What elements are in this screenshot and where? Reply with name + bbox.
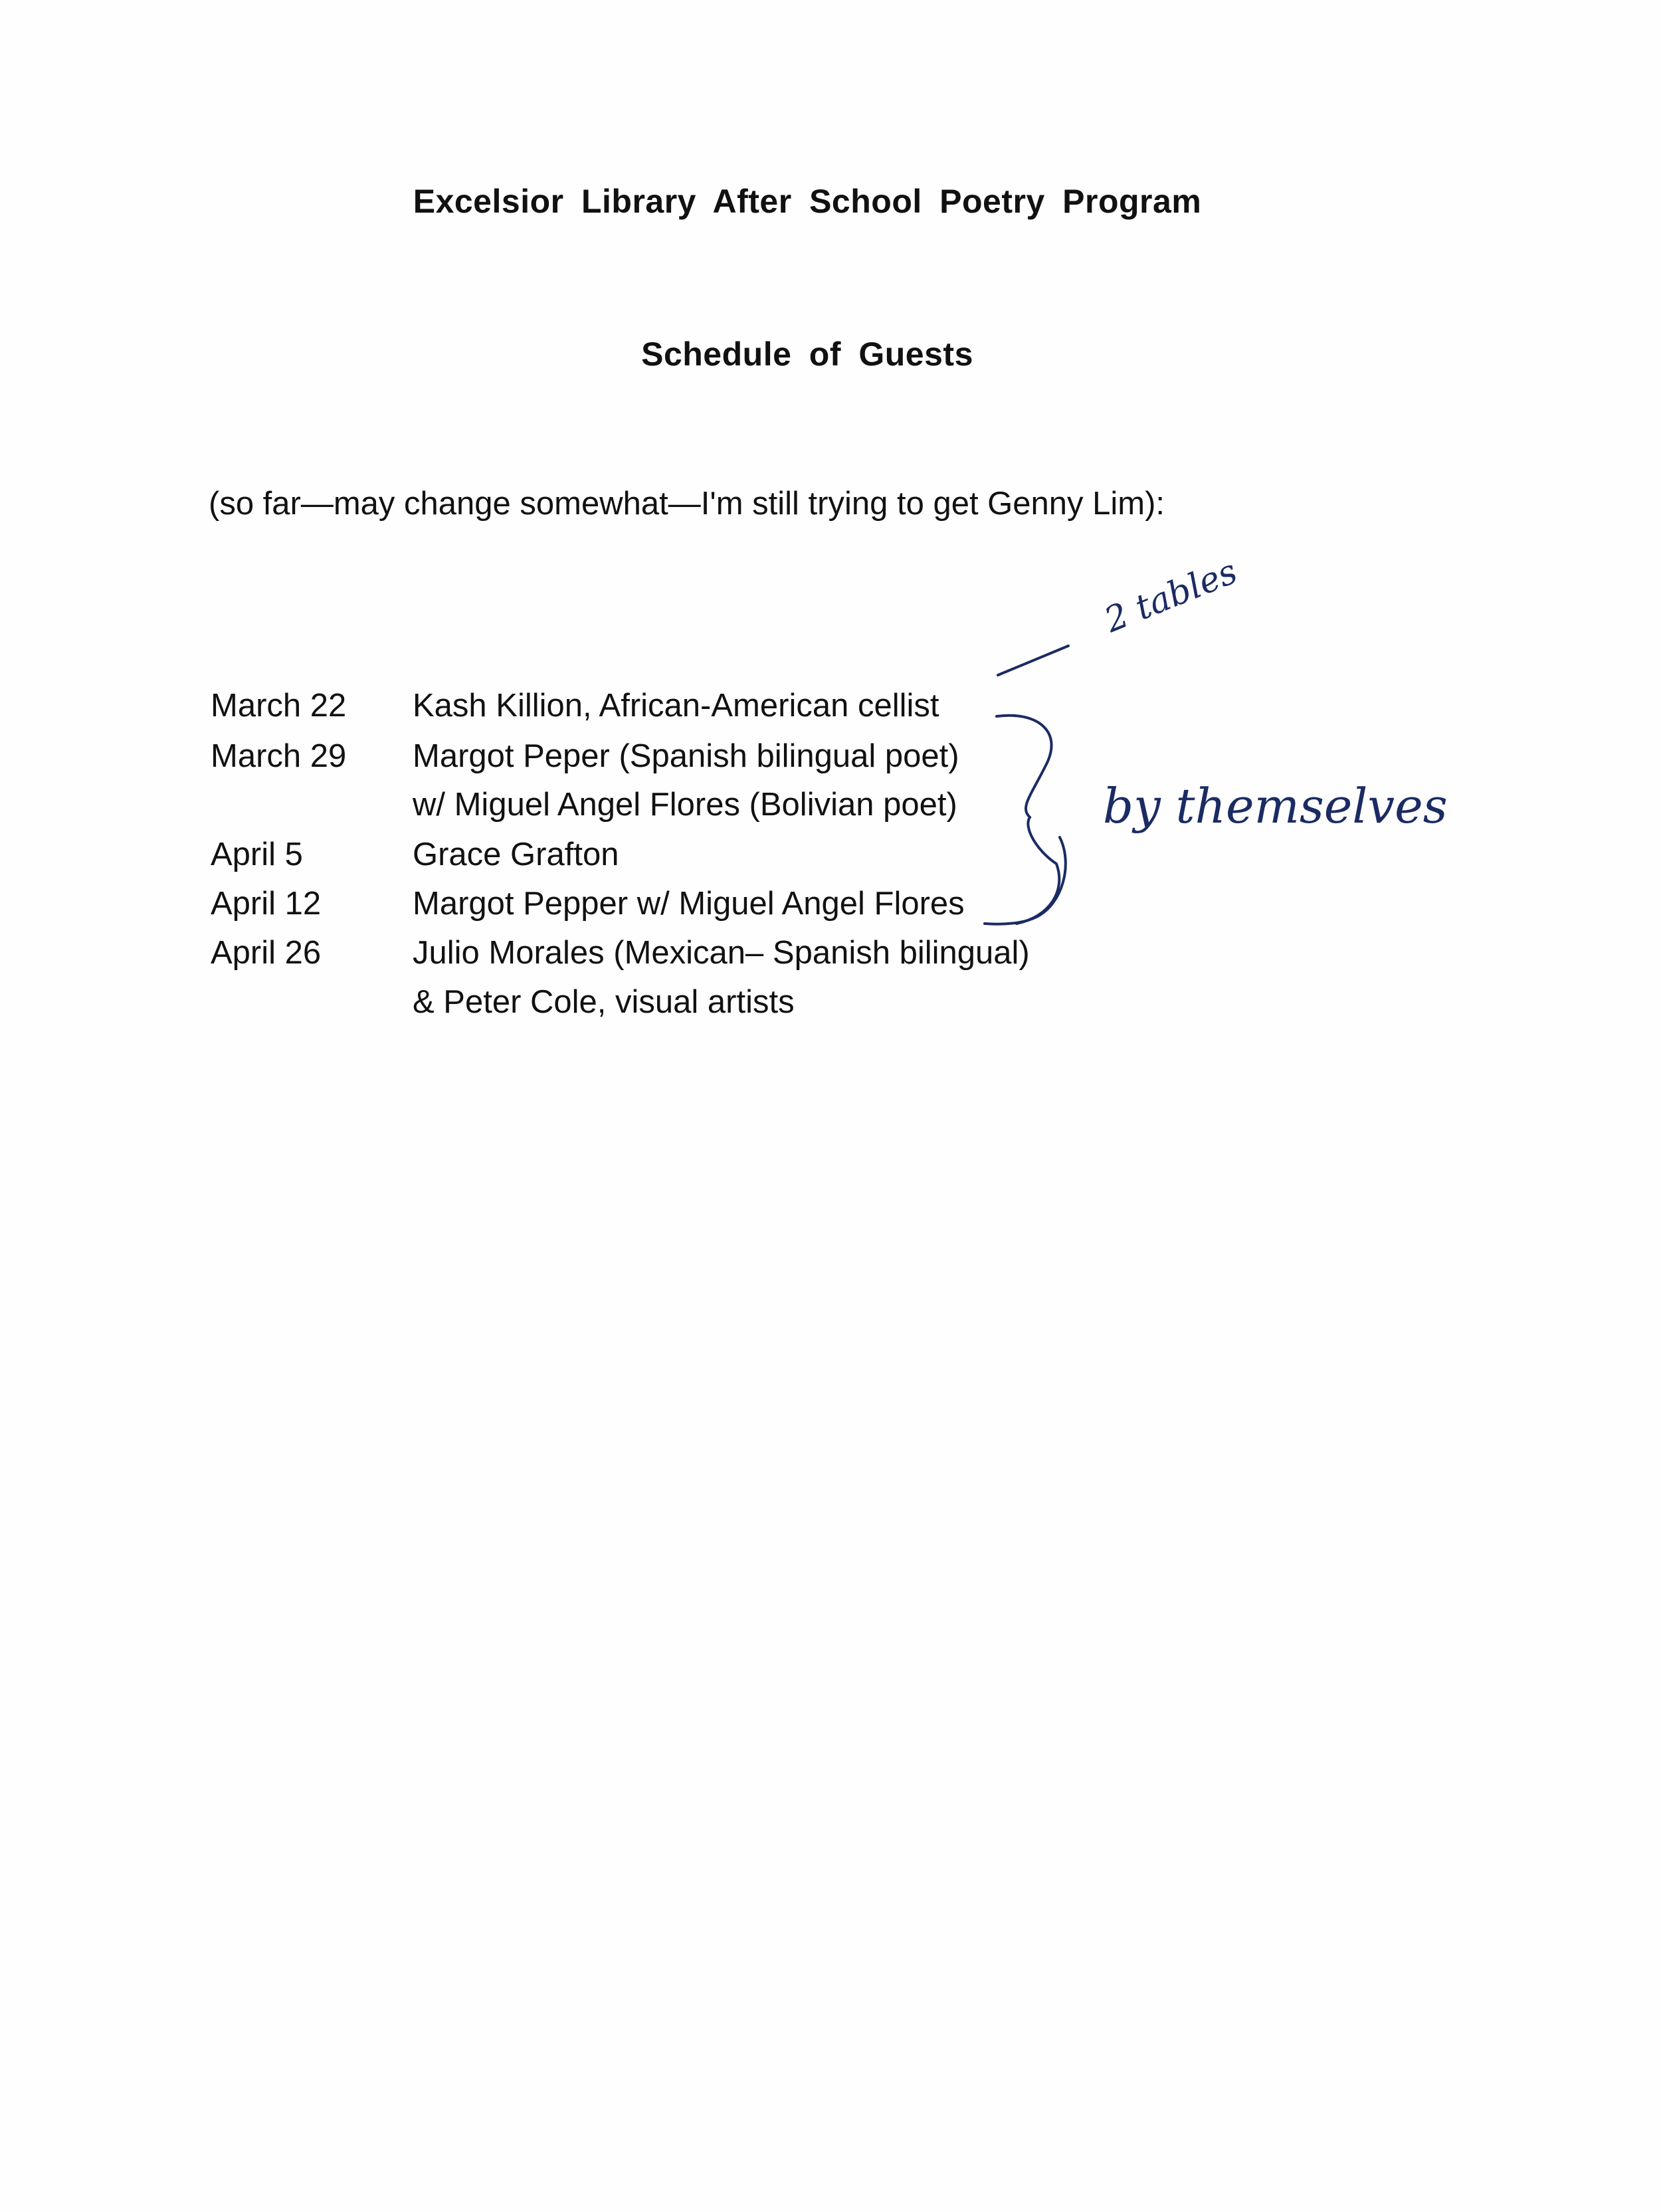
schedule-row (0, 983, 1129, 1030)
schedule-date: April 12 (211, 886, 322, 922)
schedule-guest: w/ Miguel Angel Flores (Bolivian poet) (413, 787, 957, 823)
schedule-date: April 26 (211, 935, 322, 971)
schedule-row (0, 786, 1129, 833)
schedule-row (0, 934, 1129, 981)
handwritten-tables-note: 2 tables (1099, 552, 1243, 641)
schedule-date: March 29 (211, 738, 347, 774)
handwritten-themselves-note: by themselves (1103, 778, 1448, 834)
document-subtitle: Schedule of Guests (641, 336, 973, 373)
schedule-row (0, 738, 1129, 784)
schedule-guest: Kash Killion, African-American cellist (413, 688, 939, 724)
schedule-guest: & Peter Cole, visual artists (413, 984, 795, 1020)
schedule-guest: Julio Morales (Mexican– Spanish bilingual) (413, 935, 1030, 971)
pen-stroke (998, 646, 1068, 675)
schedule-guest: Grace Grafton (413, 837, 619, 872)
schedule-row (0, 687, 1129, 734)
schedule-date: March 22 (211, 688, 347, 724)
document-title: Excelsior Library After School Poetry Program (413, 183, 1202, 220)
schedule-guest: Margot Pepper w/ Miguel Angel Flores (413, 886, 965, 922)
schedule-row (0, 885, 1129, 932)
intro-note: (so far—may change somewhat—I'm still trying to get Genny Lim): (209, 486, 1165, 522)
schedule-guest: Margot Peper (Spanish bilingual poet) (413, 738, 959, 774)
schedule-row (0, 836, 1129, 882)
schedule-date: April 5 (211, 837, 303, 872)
